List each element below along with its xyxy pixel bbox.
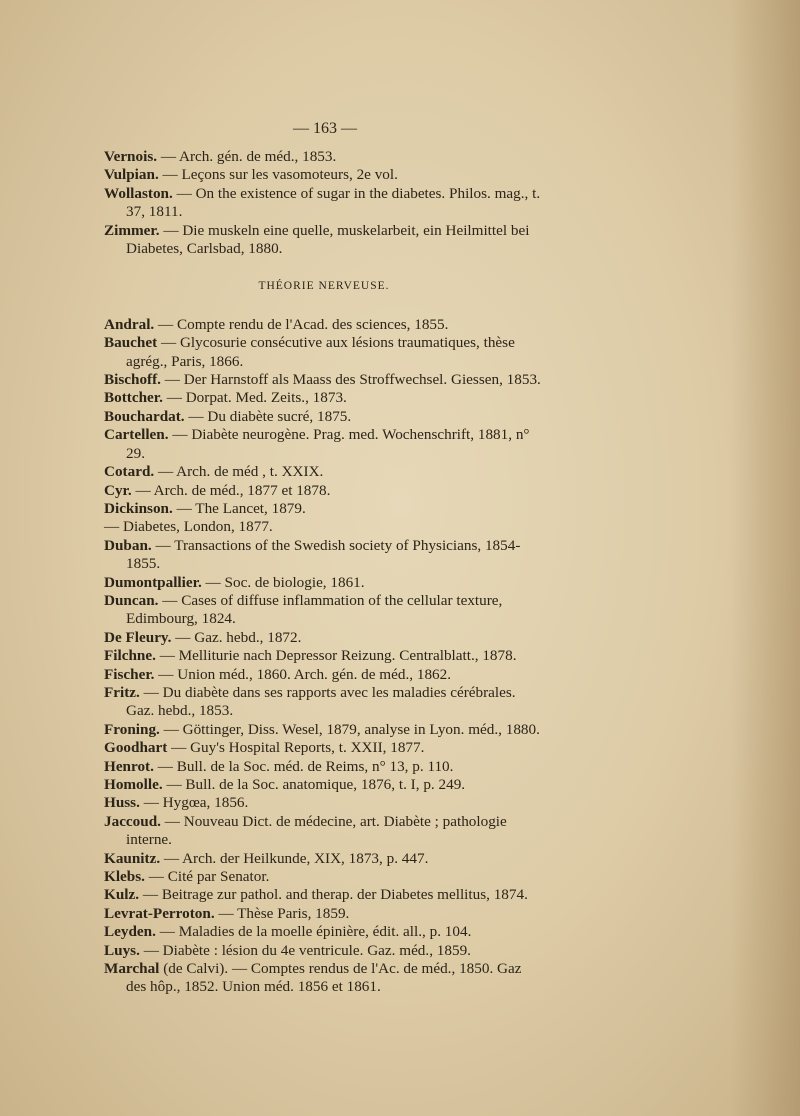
reference-text: — Cité par Senator.: [144, 868, 270, 886]
bibliography-entry: [104, 334, 544, 371]
author-name: Froning.: [104, 720, 160, 738]
bibliography-entry: [104, 684, 544, 721]
bibliography-entry: [104, 316, 544, 334]
bibliography-column: [104, 148, 544, 997]
reference-text: — Die muskeln eine quelle, muskelarbeit, ein Heilmittel bei Diabetes, Carlsbad, 1880.: [126, 221, 530, 258]
author-name: Cartellen.: [104, 426, 169, 444]
author-name: Zimmer.: [104, 221, 160, 239]
author-name: Dumontpallier.: [104, 573, 202, 591]
reference-text: — Bull. de la Soc. anatomique, 1876, t. I, p. 249.: [162, 776, 466, 793]
author-name: Henrot.: [104, 757, 154, 775]
reference-text: — Soc. de biologie, 1861.: [201, 573, 365, 591]
bibliography-entry: [104, 408, 544, 426]
author-name: Bottcher.: [104, 389, 163, 407]
reference-text: — Diabète : lésion du 4e ventricule. Gaz. méd., 1859.: [139, 941, 471, 959]
bibliography-entry: [104, 185, 544, 222]
bibliography-entry: [104, 574, 544, 592]
bibliography-list-before: [104, 148, 544, 258]
author-name: Fritz.: [104, 683, 140, 701]
reference-text: — Melliturie nach Depressor Reizung. Centralblatt., 1878.: [155, 647, 517, 665]
author-name: De Fleury.: [104, 628, 172, 646]
bibliography-entry: [104, 389, 544, 407]
author-name: Marchal: [104, 960, 160, 978]
bibliography-entry: [104, 148, 544, 166]
bibliography-entry: [104, 629, 544, 647]
reference-text: — Hygœa, 1856.: [139, 794, 249, 812]
reference-text: — Beitrage zur pathol. and therap. der Diabetes mellitus, 1874.: [139, 886, 528, 904]
author-name: Homolle.: [104, 776, 163, 793]
author-name: Fischer.: [104, 665, 155, 683]
bibliography-entry: [104, 166, 544, 184]
author-name: Vernois.: [104, 148, 158, 165]
bibliography-entry: [104, 758, 544, 776]
reference-text: — Maladies de la moelle épinière, édit. all., p. 104.: [155, 923, 472, 941]
author-name: Filchne.: [104, 647, 156, 665]
author-name: Vulpian.: [104, 166, 159, 184]
reference-text: — Compte rendu de l'Acad. des sciences, 1855.: [154, 315, 449, 333]
author-name: Wollaston.: [104, 184, 173, 202]
reference-text: — Diabète neurogène. Prag. med. Wochenschrift, 1881, n° 29.: [126, 426, 530, 462]
reference-text: — Transactions of the Swedish society of Physicians, 1854-1855.: [126, 536, 521, 573]
reference-text: — Arch. de méd , t. XXIX.: [154, 463, 324, 481]
reference-text: — Göttinger, Diss. Wesel, 1879, analyse in Lyon. méd., 1880.: [159, 720, 540, 738]
reference-text: — Arch. der Heilkunde, XIX, 1873, p. 447.: [160, 849, 429, 867]
reference-text: — Bull. de la Soc. méd. de Reims, n° 13, p. 110.: [153, 757, 454, 775]
bibliography-entry: [104, 794, 544, 812]
reference-text: — Der Harnstoff als Maass des Stroffwechsel. Giessen, 1853.: [160, 371, 541, 389]
author-name: Jaccoud.: [104, 812, 161, 830]
author-name: Bischoff.: [104, 371, 161, 389]
section-heading: THÉORIE NERVEUSE.: [258, 280, 390, 293]
bibliography-entry: [104, 721, 544, 739]
reference-text: — Gaz. hebd., 1872.: [171, 628, 302, 646]
bibliography-entry: [104, 666, 544, 684]
bibliography-entry: [104, 371, 544, 389]
author-name: Kaunitz.: [104, 849, 161, 867]
bibliography-entry: [104, 537, 544, 574]
bibliography-entry: [104, 960, 544, 997]
bibliography-entry: [104, 942, 544, 960]
bibliography-entry: [104, 813, 544, 850]
reference-text: — Arch. gén. de méd., 1853.: [157, 148, 337, 165]
author-name: Andral.: [104, 315, 155, 333]
bibliography-entry: [104, 905, 544, 923]
author-name: Huss.: [104, 794, 140, 812]
reference-text: — Arch. de méd., 1877 et 1878.: [131, 481, 331, 499]
author-name: Bauchet: [104, 334, 158, 352]
reference-text: — Thèse Paris, 1859.: [214, 904, 350, 922]
author-name: Duncan.: [104, 591, 159, 609]
bibliography-entry: [104, 592, 544, 629]
reference-text: — Du diabète dans ses rapports avec les maladies cérébrales. Gaz. hebd., 1853.: [126, 683, 516, 720]
author-name: Bouchardat.: [104, 407, 185, 425]
bibliography-list-after: [104, 316, 544, 997]
reference-text: (de Calvi). — Comptes rendus de l'Ac. de méd., 1850. Gaz des hôp., 1852. Union méd. 1856 et 1861.: [126, 960, 522, 996]
reference-text: — Nouveau Dict. de médecine, art. Diabète ; pathologie interne.: [126, 812, 507, 849]
bibliography-entry: [104, 482, 544, 500]
author-name: Klebs.: [104, 868, 145, 886]
bibliography-entry: [104, 886, 544, 904]
author-name: Goodhart: [104, 739, 168, 757]
page-number: — 163 —: [293, 120, 357, 137]
reference-text: — On the existence of sugar in the diabetes. Philos. mag., t. 37, 1811.: [126, 184, 541, 221]
author-name: Luys.: [104, 941, 140, 959]
reference-text: — Guy's Hospital Reports, t. XXII, 1877.: [167, 739, 425, 757]
reference-text: — Leçons sur les vasomoteurs, 2e vol.: [158, 166, 398, 184]
author-name: Cyr.: [104, 481, 132, 499]
bibliography-entry: [104, 868, 544, 886]
author-name: Kulz.: [104, 886, 140, 904]
author-name: Levrat-Perroton.: [104, 904, 215, 922]
bibliography-entry: [104, 776, 544, 794]
reference-text: — Union méd., 1860. Arch. gén. de méd., 1862.: [154, 665, 452, 683]
author-name: Leyden.: [104, 923, 156, 941]
reference-text: — Diabetes, London, 1877.: [104, 518, 273, 536]
bibliography-entry: [104, 463, 544, 481]
reference-text: — The Lancet, 1879.: [172, 499, 306, 517]
reference-text: — Cases of diffuse inflammation of the cellular texture, Edimbourg, 1824.: [126, 591, 503, 628]
bibliography-entry: [104, 518, 544, 536]
bibliography-entry: [104, 500, 544, 518]
author-name: Duban.: [104, 536, 152, 554]
author-name: Dickinson.: [104, 499, 173, 517]
author-name: Cotard.: [104, 463, 155, 481]
bibliography-entry: [104, 923, 544, 941]
reference-text: — Glycosurie consécutive aux lésions traumatiques, thèse agrég., Paris, 1866.: [126, 334, 515, 370]
reference-text: — Dorpat. Med. Zeits., 1873.: [162, 389, 347, 407]
bibliography-entry: [104, 426, 544, 463]
page-edge-shading: [730, 0, 800, 1116]
bibliography-entry: [104, 739, 544, 757]
bibliography-entry: [104, 850, 544, 868]
reference-text: — Du diabète sucré, 1875.: [184, 407, 352, 425]
bibliography-entry: [104, 222, 544, 259]
bibliography-entry: [104, 647, 544, 665]
